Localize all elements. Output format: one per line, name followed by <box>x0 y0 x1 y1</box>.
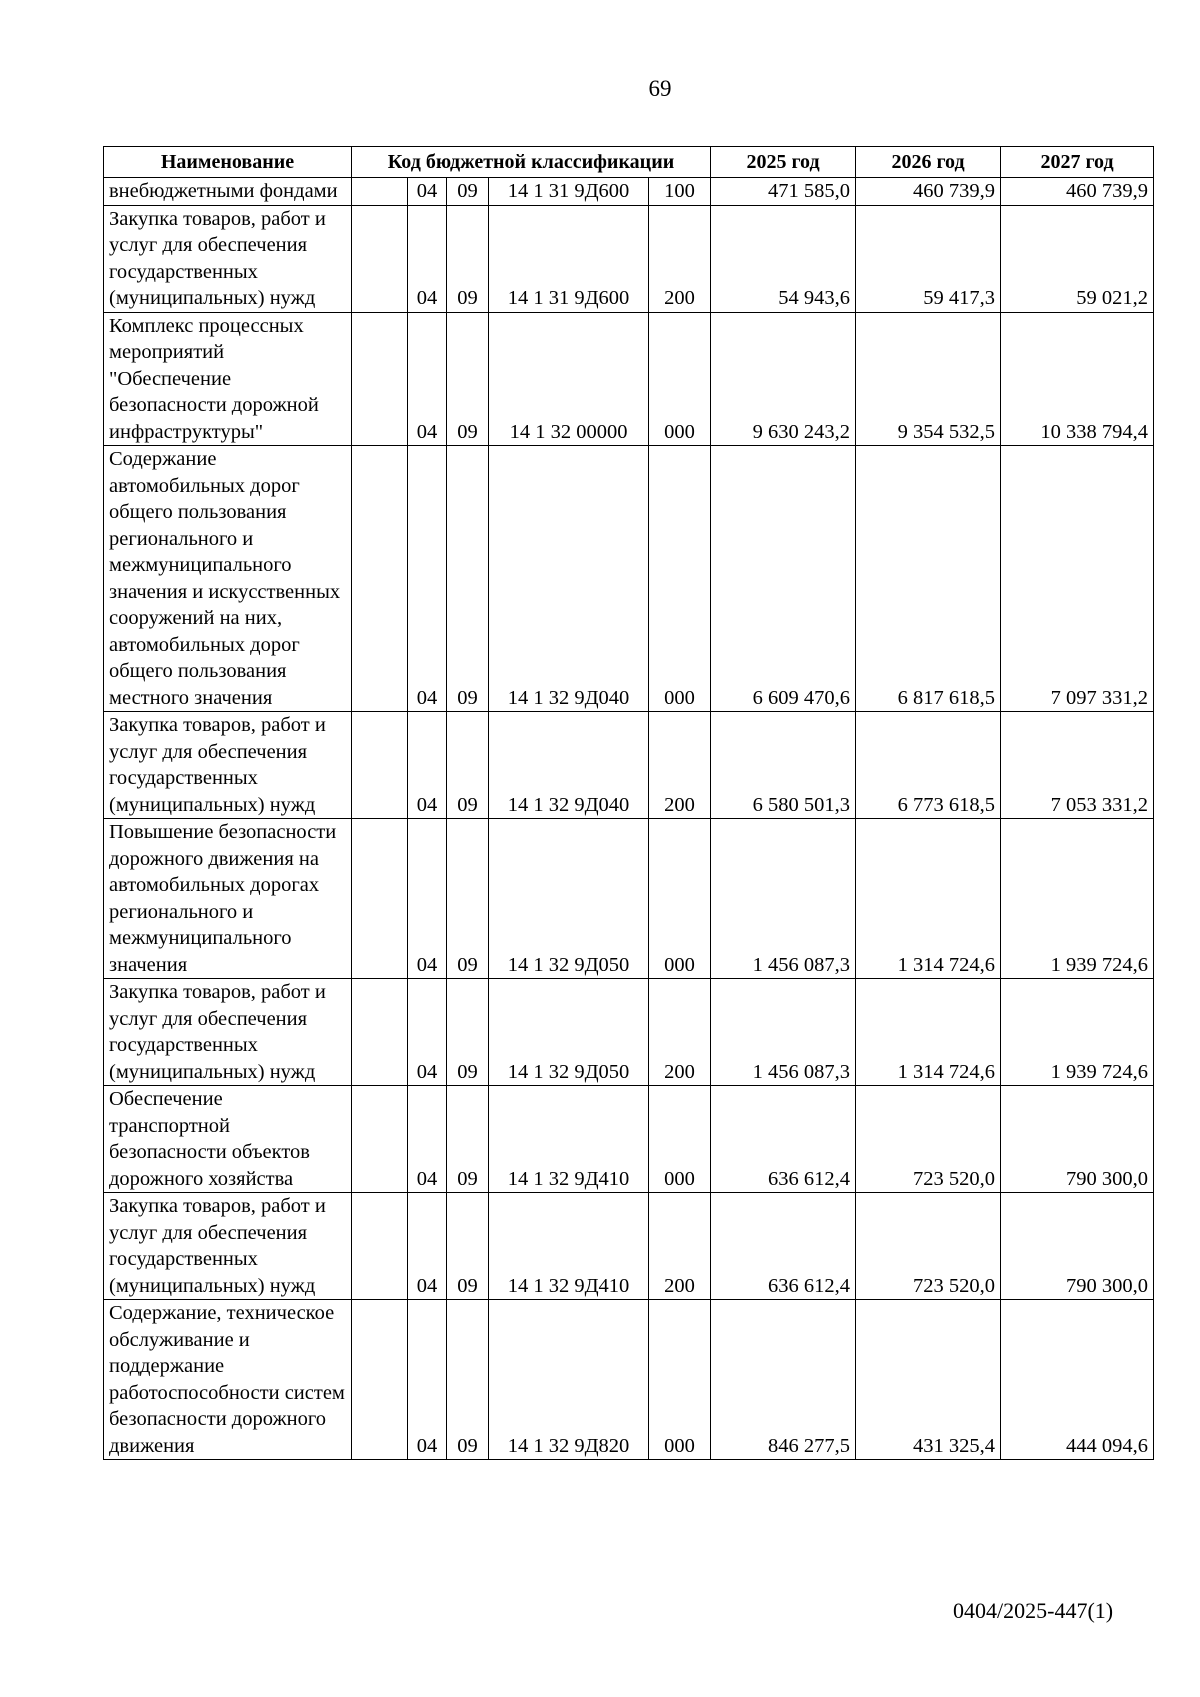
code-expense-type: 000 <box>649 1300 711 1460</box>
page-number: 69 <box>648 76 672 101</box>
code-expense-type: 000 <box>649 446 711 712</box>
value-2026: 723 520,0 <box>856 1086 1001 1193</box>
code-section: 04 <box>408 205 447 312</box>
value-2026: 1 314 724,6 <box>856 819 1001 979</box>
value-2027: 1 939 724,6 <box>1001 819 1154 979</box>
row-name: Содержание автомобильных дорог общего пользования регионального и межмуниципального значения и искусственных сооружений на них, автомобильных дорог общего пользования местного значения <box>104 446 352 712</box>
value-2027: 444 094,6 <box>1001 1300 1154 1460</box>
code-empty <box>352 1193 408 1300</box>
code-target-item: 14 1 31 9Д600 <box>489 205 649 312</box>
value-2025: 636 612,4 <box>711 1086 856 1193</box>
code-target-item: 14 1 32 9Д410 <box>489 1086 649 1193</box>
code-expense-type: 000 <box>649 819 711 979</box>
table-row <box>104 446 1154 712</box>
code-subsection: 09 <box>447 1086 489 1193</box>
code-section: 04 <box>408 1193 447 1300</box>
code-target-item: 14 1 32 9Д820 <box>489 1300 649 1460</box>
code-expense-type: 200 <box>649 712 711 819</box>
value-2026: 1 314 724,6 <box>856 979 1001 1086</box>
code-expense-type: 000 <box>649 1086 711 1193</box>
code-target-item: 14 1 32 9Д040 <box>489 712 649 819</box>
document-code: 0404/2025-447(1) <box>953 1598 1114 1623</box>
code-empty <box>352 1086 408 1193</box>
code-subsection: 09 <box>447 1300 489 1460</box>
value-2026: 59 417,3 <box>856 205 1001 312</box>
code-empty <box>352 312 408 446</box>
header-2025: 2025 год <box>711 147 856 178</box>
table-body <box>104 178 1154 1460</box>
row-name: Обеспечение транспортной безопасности объектов дорожного хозяйства <box>104 1086 352 1193</box>
table-row <box>104 1086 1154 1193</box>
code-section: 04 <box>408 446 447 712</box>
value-2025: 54 943,6 <box>711 205 856 312</box>
value-2025: 636 612,4 <box>711 1193 856 1300</box>
table-row <box>104 205 1154 312</box>
table-row <box>104 1193 1154 1300</box>
value-2025: 1 456 087,3 <box>711 979 856 1086</box>
code-subsection: 09 <box>447 178 489 206</box>
row-name: Закупка товаров, работ и услуг для обеспечения государственных (муниципальных) нужд <box>104 205 352 312</box>
code-subsection: 09 <box>447 712 489 819</box>
code-section: 04 <box>408 1300 447 1460</box>
code-expense-type: 200 <box>649 205 711 312</box>
code-subsection: 09 <box>447 819 489 979</box>
value-2025: 1 456 087,3 <box>711 819 856 979</box>
table-row <box>104 712 1154 819</box>
code-empty <box>352 1300 408 1460</box>
header-row <box>104 147 1154 178</box>
table-row <box>104 178 1154 206</box>
row-name: Содержание, техническое обслуживание и поддержание работоспособности систем безопасности дорожного движения <box>104 1300 352 1460</box>
code-expense-type: 100 <box>649 178 711 206</box>
code-section: 04 <box>408 819 447 979</box>
header-2027: 2027 год <box>1001 147 1154 178</box>
value-2027: 59 021,2 <box>1001 205 1154 312</box>
code-subsection: 09 <box>447 979 489 1086</box>
code-expense-type: 200 <box>649 1193 711 1300</box>
code-section: 04 <box>408 178 447 206</box>
value-2027: 1 939 724,6 <box>1001 979 1154 1086</box>
code-target-item: 14 1 32 9Д040 <box>489 446 649 712</box>
row-name: Закупка товаров, работ и услуг для обеспечения государственных (муниципальных) нужд <box>104 1193 352 1300</box>
code-subsection: 09 <box>447 205 489 312</box>
code-section: 04 <box>408 712 447 819</box>
value-2027: 790 300,0 <box>1001 1086 1154 1193</box>
row-name: Закупка товаров, работ и услуг для обеспечения государственных (муниципальных) нужд <box>104 712 352 819</box>
code-section: 04 <box>408 979 447 1086</box>
value-2026: 723 520,0 <box>856 1193 1001 1300</box>
code-expense-type: 200 <box>649 979 711 1086</box>
code-subsection: 09 <box>447 1193 489 1300</box>
code-target-item: 14 1 31 9Д600 <box>489 178 649 206</box>
code-empty <box>352 979 408 1086</box>
value-2026: 6 773 618,5 <box>856 712 1001 819</box>
value-2026: 6 817 618,5 <box>856 446 1001 712</box>
value-2027: 7 097 331,2 <box>1001 446 1154 712</box>
table-row <box>104 979 1154 1086</box>
header-code: Код бюджетной классификации <box>352 147 711 178</box>
code-expense-type: 000 <box>649 312 711 446</box>
code-empty <box>352 446 408 712</box>
code-target-item: 14 1 32 9Д050 <box>489 979 649 1086</box>
row-name: Комплекс процессных мероприятий "Обеспечение безопасности дорожной инфраструктуры" <box>104 312 352 446</box>
value-2026: 460 739,9 <box>856 178 1001 206</box>
value-2027: 460 739,9 <box>1001 178 1154 206</box>
code-empty <box>352 819 408 979</box>
table-row <box>104 312 1154 446</box>
header-2026: 2026 год <box>856 147 1001 178</box>
code-subsection: 09 <box>447 312 489 446</box>
value-2026: 431 325,4 <box>856 1300 1001 1460</box>
value-2025: 6 580 501,3 <box>711 712 856 819</box>
value-2025: 471 585,0 <box>711 178 856 206</box>
value-2027: 790 300,0 <box>1001 1193 1154 1300</box>
code-target-item: 14 1 32 9Д410 <box>489 1193 649 1300</box>
code-empty <box>352 712 408 819</box>
code-section: 04 <box>408 312 447 446</box>
row-name: внебюджетными фондами <box>104 178 352 206</box>
row-name: Повышение безопасности дорожного движения на автомобильных дорогах регионального и межмуниципального значения <box>104 819 352 979</box>
table-row <box>104 819 1154 979</box>
header-name: Наименование <box>104 147 352 178</box>
value-2025: 846 277,5 <box>711 1300 856 1460</box>
table-row <box>104 1300 1154 1460</box>
value-2025: 9 630 243,2 <box>711 312 856 446</box>
value-2027: 7 053 331,2 <box>1001 712 1154 819</box>
code-empty <box>352 178 408 206</box>
code-target-item: 14 1 32 00000 <box>489 312 649 446</box>
value-2027: 10 338 794,4 <box>1001 312 1154 446</box>
budget-table <box>103 146 1154 1460</box>
value-2026: 9 354 532,5 <box>856 312 1001 446</box>
code-subsection: 09 <box>447 446 489 712</box>
code-target-item: 14 1 32 9Д050 <box>489 819 649 979</box>
value-2025: 6 609 470,6 <box>711 446 856 712</box>
row-name: Закупка товаров, работ и услуг для обеспечения государственных (муниципальных) нужд <box>104 979 352 1086</box>
code-empty <box>352 205 408 312</box>
code-section: 04 <box>408 1086 447 1193</box>
